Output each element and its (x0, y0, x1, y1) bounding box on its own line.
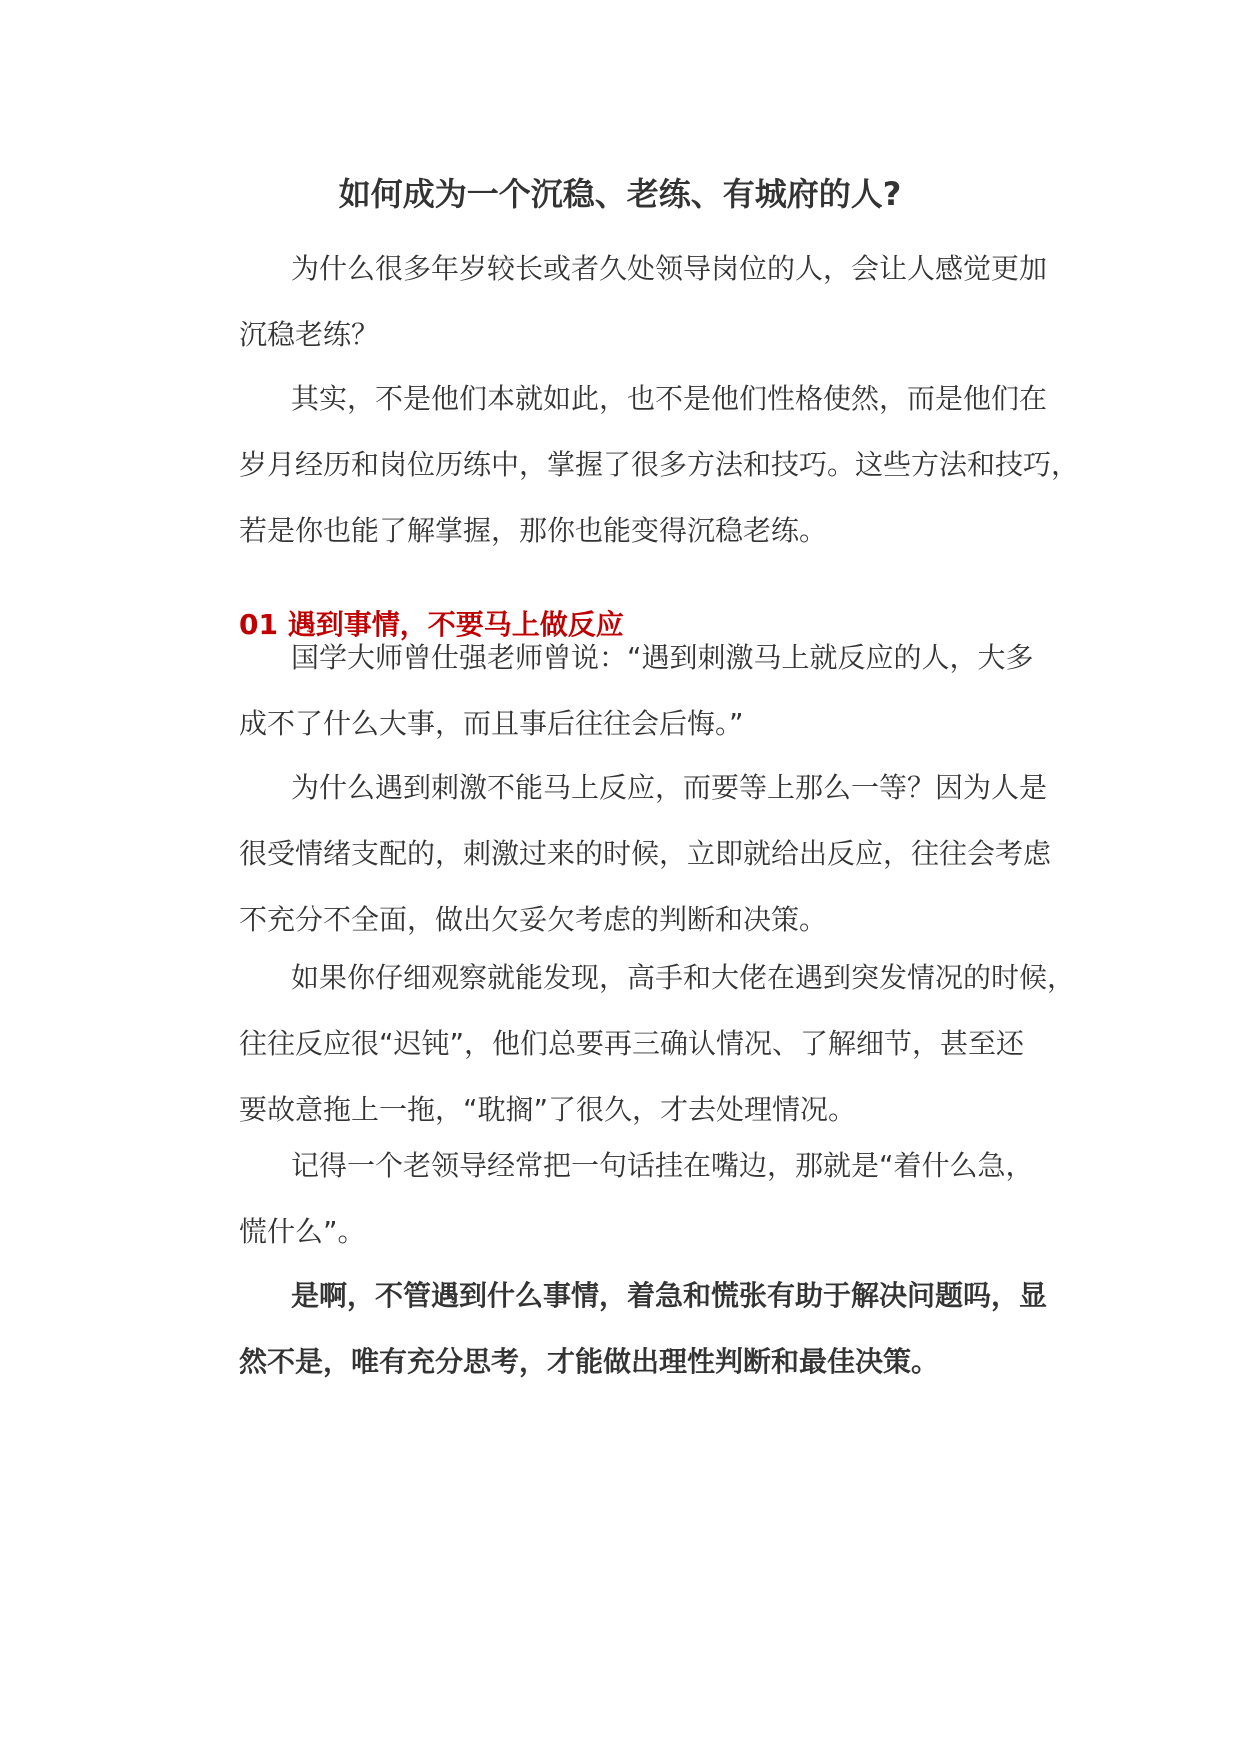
paragraph-line: 慌什么”。 (239, 1215, 366, 1248)
paragraph-explanation (187, 366, 1087, 564)
paragraph-line: 记得一个老领导经常把一句话挂在嘴边，那就是“着什么急， (291, 1149, 1034, 1182)
paragraph-line: 其实，不是他们本就如此，也不是他们性格使然，而是他们在 (291, 382, 1048, 415)
paragraph-line: 是啊，不管遇到什么事情，着急和慌张有助于解决问题吗，显 (291, 1279, 1048, 1312)
paragraph-line: 国学大师曾仕强老师曾说：“遇到刺激马上就反应的人，大多 (291, 641, 1034, 674)
paragraph-line: 成不了什么大事，而且事后往往会后悔。” (239, 707, 744, 740)
paragraph-line: 如果你仔细观察就能发现，高手和大佬在遇到突发情况的时候， (291, 961, 1076, 994)
paragraph-line: 沉稳老练？ (239, 318, 380, 351)
paragraph-intro (187, 236, 1087, 368)
paragraph-line: 不充分不全面，做出欠妥欠考虑的判断和决策。 (239, 903, 828, 936)
paragraph-quote (187, 625, 1087, 757)
paragraph-reason (187, 755, 1087, 953)
paragraph-observation (187, 945, 1087, 1143)
paragraph-line: 若是你也能了解掌握，那你也能变得沉稳老练。 (239, 514, 828, 547)
paragraph-line: 岁月经历和岗位历练中，掌握了很多方法和技巧。这些方法和技巧， (239, 448, 1080, 481)
page-title: 如何成为一个沉稳、老练、有城府的人? (338, 175, 902, 213)
paragraph-anecdote (187, 1133, 1087, 1265)
paragraph-conclusion (187, 1263, 1087, 1395)
paragraph-line: 往往反应很“迟钝”，他们总要再三确认情况、了解细节，甚至还 (239, 1027, 1025, 1060)
paragraph-line: 很受情绪支配的，刺激过来的时候，立即就给出反应，往往会考虑 (239, 837, 1052, 870)
paragraph-line: 然不是，唯有充分思考，才能做出理性判断和最佳决策。 (239, 1345, 940, 1378)
paragraph-line: 为什么很多年岁较长或者久处领导岗位的人，会让人感觉更加 (291, 252, 1048, 285)
section-heading: 01 遇到事情，不要马上做反应 (239, 608, 624, 641)
paragraph-line: 为什么遇到刺激不能马上反应，而要等上那么一等？因为人是 (291, 771, 1048, 804)
paragraph-line: 要故意拖上一拖，“耽搁”了很久，才去处理情况。 (239, 1093, 857, 1126)
